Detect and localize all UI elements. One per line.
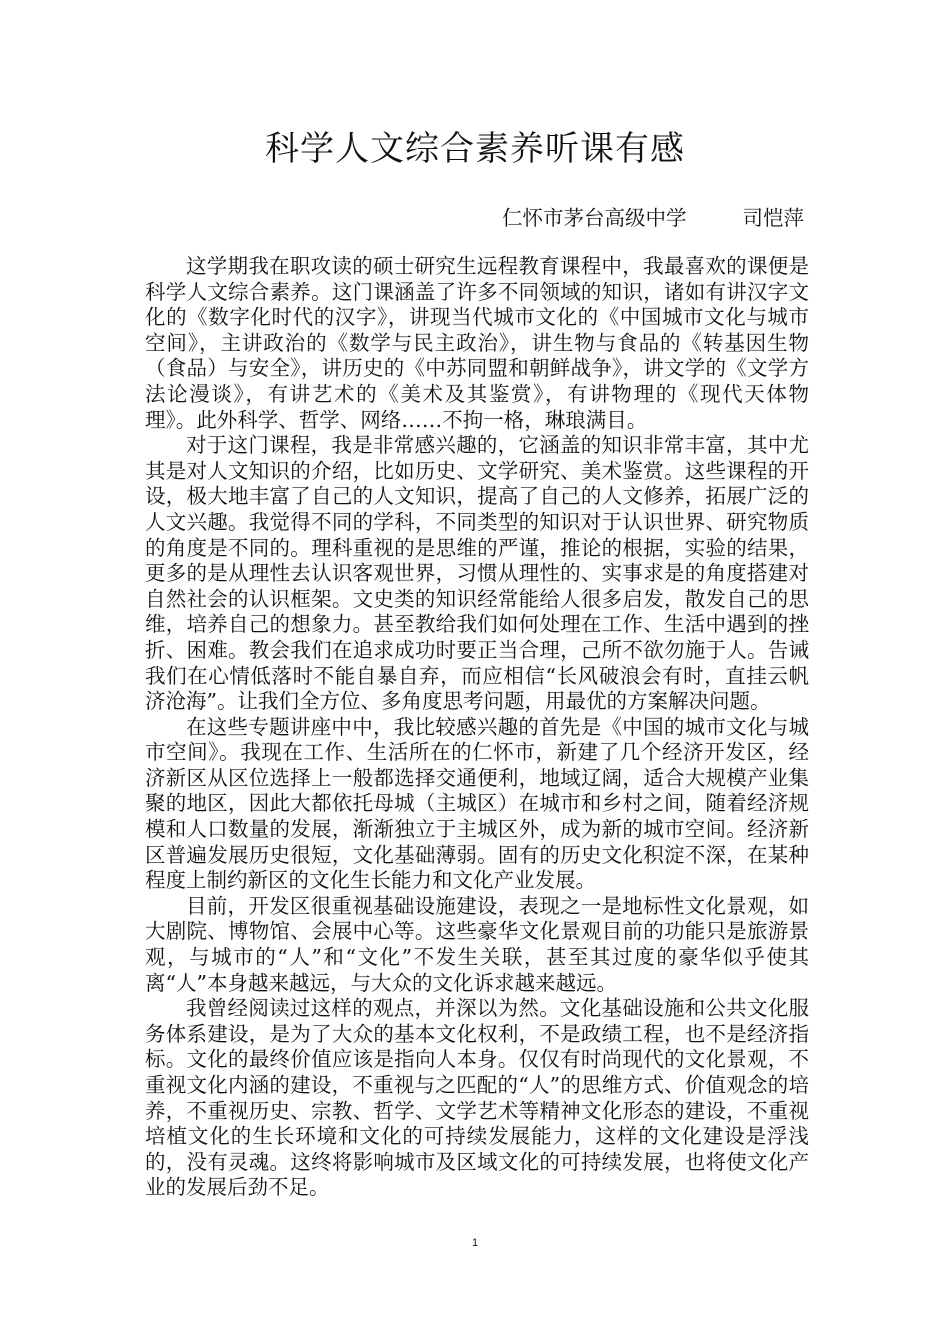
- body-text: [145, 254, 809, 1201]
- paragraph-5: 我曾经阅读过这样的观点，并深以为然。文化基础设施和公共文化服务体系建设，是为了大众的基本文化权利，不是政绩工程，也不是经济指标。文化的最终价值应该是指向人本身。仅仅有时尚现代的文化景观，不重视文化内涵的建设，不重视与之匹配的“人”的思维方式、价值观念的培养，不重视历史、宗教、哲学、文学艺术等精神文化形态的建设，不重视培植文化的生长环境和文化的可持续发展能力，这样的文化建设是浮浅的，没有灵魂。这终将影响城市及区域文化的可持续发展，也将使文化产业的发展后劲不足。: [145, 996, 809, 1200]
- paragraph-2: 对于这门课程，我是非常感兴趣的，它涵盖的知识非常丰富，其中尤其是对人文知识的介绍，比如历史、文学研究、美术鉴赏。这些课程的开设，极大地丰富了自己的人文知识，提高了自己的人文修养，拓展广泛的人文兴趣。我觉得不同的学科，不同类型的知识对于认识世界、研究物质的角度是不同的。理科重视的是思维的严谨，推论的根据，实验的结果，更多的是从理性去认识客观世界，习惯从理性的、实事求是的角度搭建对自然社会的认识框架。文史类的知识经常能给人很多启发，散发自己的思维，培养自己的想象力。甚至教给我们如何处理在工作、生活中遇到的挫折、困难。教会我们在追求成功时要正当合理，己所不欲勿施于人。告诫我们在心情低落时不能自暴自弃，而应相信“长风破浪会有时，直挂云帆济沧海”。让我们全方位、多角度思考问题，用最优的方案解决问题。: [145, 433, 809, 714]
- document-title: 科学人文综合素养听课有感: [265, 129, 685, 169]
- byline: [502, 203, 804, 233]
- school-name: 仁怀市茅台高级中学: [502, 206, 687, 230]
- paragraph-1: 这学期我在职攻读的硕士研究生远程教育课程中，我最喜欢的课便是科学人文综合素养。这门课涵盖了许多不同领域的知识，诸如有讲汉字文化的《数字化时代的汉字》，讲现当代城市文化的《中国城市文化与城市空间》，主讲政治的《数学与民主政治》，讲生物与食品的《转基因生物（食品）与安全》，讲历史的《中苏同盟和朝鲜战争》，讲文学的《文学方法论漫谈》，有讲艺术的《美术及其鉴赏》，有讲物理的《现代天体物理》。此外科学、哲学、网络……不拘一格，琳琅满目。: [145, 254, 809, 432]
- paragraph-4: 目前，开发区很重视基础设施建设，表现之一是地标性文化景观，如大剧院、博物馆、会展中心等。这些豪华文化景观目前的功能只是旅游景观，与城市的“人”和“文化”不发生关联，甚至其过度的豪华似乎使其离“人”本身越来越远，与大众的文化诉求越来越远。: [145, 893, 809, 995]
- author-name: 司恺萍: [742, 206, 804, 230]
- page-number: 1: [471, 1237, 479, 1249]
- paragraph-3: 在这些专题讲座中中，我比较感兴趣的首先是《中国的城市文化与城市空间》。我现在工作、生活所在的仁怀市，新建了几个经济开发区，经济新区从区位选择上一般都选择交通便利，地域辽阔，适合大规模产业集聚的地区，因此大都依托母城（主城区）在城市和乡村之间，随着经济规模和人口数量的发展，渐渐独立于主城区外，成为新的城市空间。经济新区普遍发展历史很短，文化基础薄弱。固有的历史文化积淀不深，在某种程度上制约新区的文化生长能力和文化产业发展。: [145, 714, 809, 893]
